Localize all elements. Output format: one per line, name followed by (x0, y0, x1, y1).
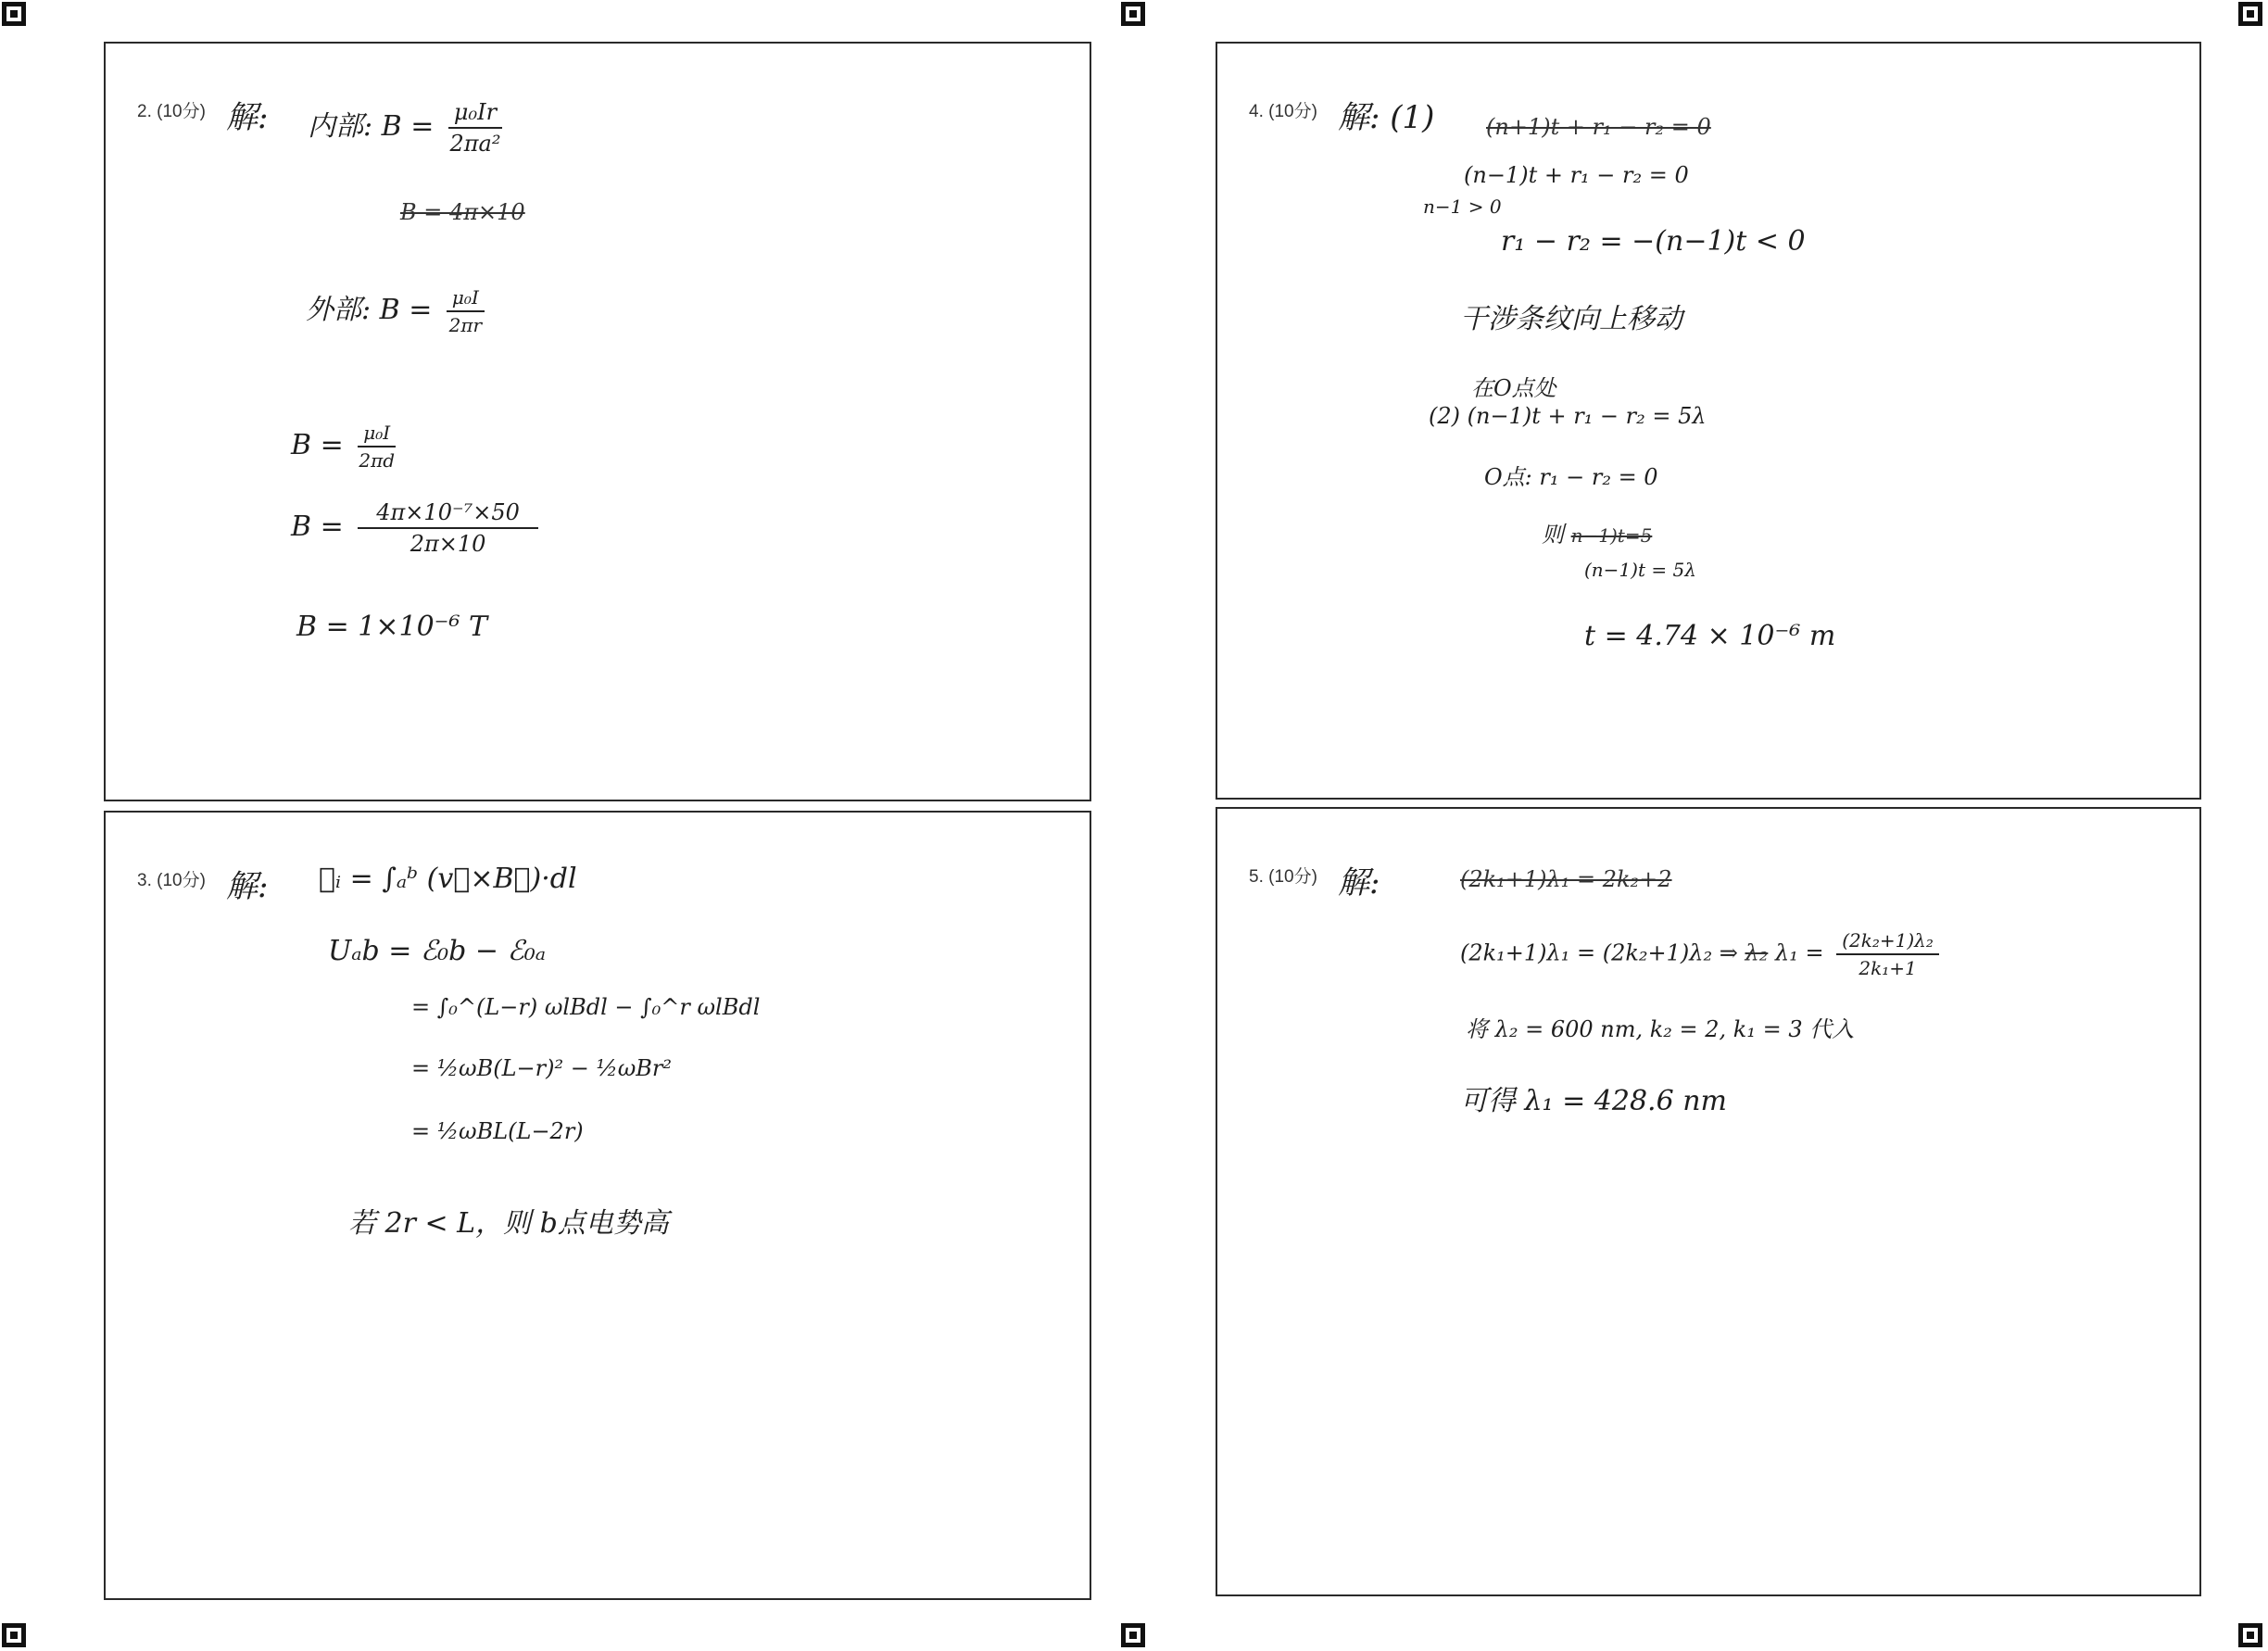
formula-b1 (291, 422, 396, 472)
jie-label: 解: (226, 99, 269, 136)
registration-marker-bottom-middle (1121, 1623, 1145, 1647)
registration-marker-top-right (2238, 2, 2262, 26)
inner-field (308, 99, 502, 157)
b2-numerator: 4π×10⁻⁷×50 (358, 499, 538, 529)
registration-marker-top-left (2, 2, 26, 26)
line-result: 可得 λ₁ = 428.6 nm (1460, 1085, 1727, 1117)
question-label: 4. (10分) (1249, 102, 1317, 121)
b2-lhs: B = (291, 510, 344, 543)
answer-box-q2 (104, 42, 1091, 801)
line-expand: = ½ωB(L−r)² − ½ωBr² (411, 1055, 673, 1081)
inner-denominator: 2πa² (449, 131, 501, 157)
struck-line: (n+1)t + r₁ − r₂ = 0 (1486, 114, 1711, 140)
line-emf: ℰᵢ = ∫ₐᵇ (v⃗×B⃗)·dl (319, 863, 577, 895)
inner-label: 内部: (308, 110, 373, 143)
b1-numerator: μ₀I (358, 422, 396, 447)
note-point-o: 在O点处 (1471, 375, 1556, 401)
registration-marker-bottom-left (2, 1623, 26, 1647)
question-label: 5. (10分) (1249, 867, 1317, 887)
line-wavelength-eq (1460, 929, 1939, 979)
jie-label: 解: (1338, 864, 1380, 901)
note-n-minus-1: n−1 > 0 (1423, 195, 1502, 218)
inner-lhs: B = (381, 110, 435, 143)
line-then (1542, 516, 1652, 548)
formula-b2 (291, 499, 538, 557)
outer-label: 外部: (306, 294, 372, 326)
outer-denominator: 2πr (448, 314, 483, 336)
line-conclusion: 若 2r < L，则 b点电势高 (348, 1207, 669, 1240)
b2-denominator: 2π×10 (410, 531, 486, 557)
formula-b-result: B = 1×10⁻⁶ T (296, 611, 488, 643)
answer-box-q5 (1216, 807, 2201, 1596)
question-label: 3. (10分) (137, 871, 206, 890)
then-prefix: 则 (1542, 522, 1564, 548)
lambda1-denominator: 2k₁+1 (1858, 957, 1917, 979)
line-o-point: O点: r₁ − r₂ = 0 (1484, 464, 1658, 490)
wavelength-eq-text: (2k₁+1)λ₁ = (2k₂+1)λ₂ ⇒ (1460, 939, 1738, 966)
line-optical-path: (n−1)t = 5λ (1584, 559, 1696, 581)
b1-fraction (358, 422, 396, 472)
line-r-diff: r₁ − r₂ = −(n−1)t < 0 (1501, 225, 1806, 258)
lambda1-numerator: (2k₂+1)λ₂ (1836, 929, 1939, 955)
lambda1-lhs: λ₁ = (1774, 939, 1824, 966)
answer-box-q4 (1216, 42, 2201, 800)
b1-lhs: B = (291, 429, 344, 461)
line-integral: = ∫₀^(L−r) ωlBdl − ∫₀^r ωlBdl (411, 994, 761, 1020)
line-substitute: 将 λ₂ = 600 nm, k₂ = 2, k₁ = 3 代入 (1466, 1016, 1855, 1042)
struck-line: B = 4π×10 (400, 199, 525, 225)
line-fringe-shift: 干涉条纹向上移动 (1460, 303, 1682, 335)
line-path-diff: (n−1)t + r₁ − r₂ = 0 (1464, 162, 1689, 188)
outer-fraction (447, 286, 485, 336)
line-simplify: = ½ωBL(L−2r) (411, 1118, 584, 1144)
outer-lhs: B = (379, 294, 433, 326)
registration-marker-top-middle (1121, 2, 1145, 26)
jie-label: 解: (1) (1338, 99, 1435, 136)
b2-fraction (358, 499, 538, 557)
lambda1-fraction (1836, 929, 1939, 979)
registration-marker-bottom-right (2238, 1623, 2262, 1647)
outer-field (306, 286, 485, 336)
inner-numerator: μ₀Ir (448, 99, 502, 129)
line-part2: (2) (n−1)t + r₁ − r₂ = 5λ (1429, 403, 1707, 429)
jie-label: 解: (226, 868, 269, 905)
answer-box-q3 (104, 811, 1091, 1600)
struck-line: (2k₁+1)λ₁ = 2k₂+2 (1460, 866, 1672, 892)
inner-fraction (448, 99, 502, 157)
outer-numerator: μ₀I (447, 286, 485, 312)
struck-line: n−1)t=5 (1570, 524, 1653, 547)
line-thickness-result: t = 4.74 × 10⁻⁶ m (1584, 620, 1836, 652)
struck-line: λ₂ (1745, 939, 1769, 966)
question-label: 2. (10分) (137, 102, 206, 121)
line-uab: Uₐb = ℰ₀b − ℰ₀ₐ (328, 935, 547, 967)
b1-denominator: 2πd (359, 449, 396, 472)
